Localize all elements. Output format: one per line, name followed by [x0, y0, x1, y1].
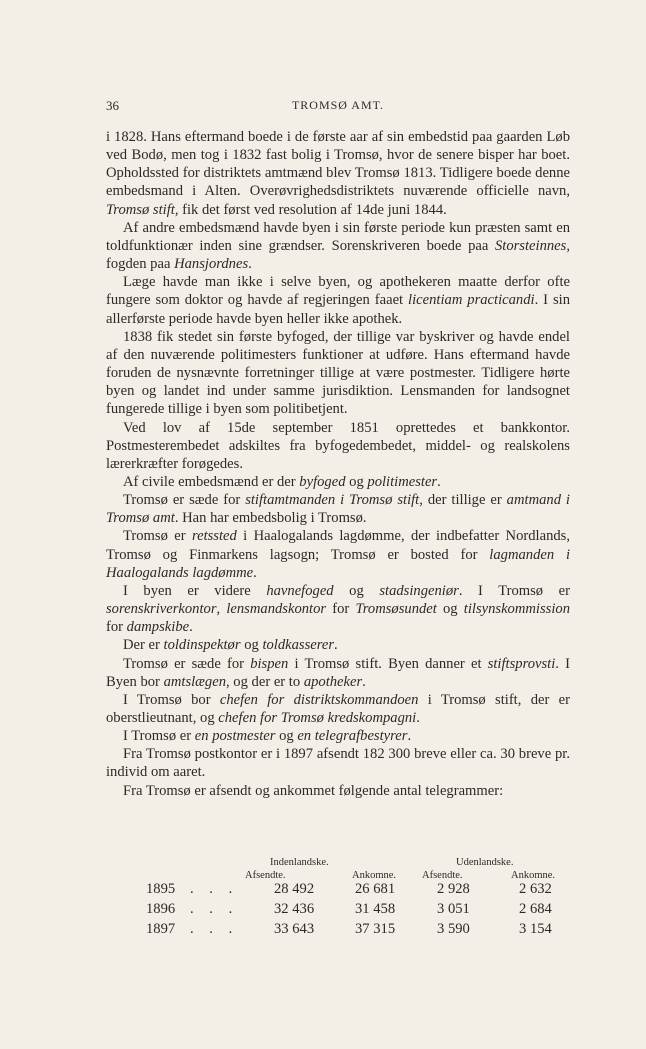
- italic-run: toldkasserer: [262, 637, 335, 654]
- italic-run: en telegrafbestyrer: [297, 728, 408, 745]
- running-title: TROMSØ AMT.: [291, 98, 385, 112]
- table-cell: 31 458: [355, 901, 396, 917]
- text-run: Fra Tromsø postkontor er i 1897 afsendt 182 300 breve eller ca. 30 breve pr. individ om aaret.: [106, 746, 570, 781]
- italic-run: Storsteinnes: [494, 237, 567, 254]
- text-run: Tromsø er: [123, 528, 192, 545]
- table-cell: 32 436: [274, 901, 315, 917]
- text-run: .: [416, 710, 420, 726]
- table-cell: 37 315: [355, 921, 396, 937]
- col-header: Afsendte.: [422, 870, 463, 881]
- text-run: .: [189, 619, 193, 636]
- paragraph: [106, 782, 570, 800]
- paragraph: [106, 691, 570, 727]
- italic-run: byfoged: [299, 473, 346, 490]
- italic-run: stiftsprovsti: [487, 655, 556, 672]
- italic-run: havnefoged: [266, 582, 334, 599]
- table-cell: 2 684: [519, 901, 552, 917]
- col-header: Ankomne.: [511, 870, 556, 881]
- leader-dots: . . .: [190, 921, 239, 937]
- text-run: og: [436, 601, 464, 618]
- table-row: [106, 901, 570, 921]
- text-run: 1838 fik stedet sin første byfoged, der tillige var byskriver og havde endel af den nuværende politimesters funktioner at udføre. Hans eftermand havde foruden de nysnævnte forretninger tillige at være postmester. Tidligere hørte byen og landet ind under samme jurisdiktion. Lensmanden for landsognet fungerede tillige i byen som politibetjent.: [106, 328, 570, 418]
- text-run: , der tillige er: [419, 492, 507, 509]
- page-header: [106, 98, 570, 118]
- body-text: [106, 128, 570, 800]
- text-run: I byen er videre: [123, 582, 267, 599]
- table-cell: 33 643: [274, 921, 315, 937]
- table-cell: 3 590: [437, 921, 470, 937]
- paragraph: [106, 491, 570, 527]
- text-run: for: [326, 601, 356, 618]
- paragraph: [106, 655, 570, 691]
- text-run: . I sin allerførste periode havde byen heller ikke apothek.: [106, 292, 570, 327]
- table-cell: 2 632: [519, 881, 552, 897]
- italic-run: bispen: [250, 655, 289, 672]
- text-run: og: [240, 637, 263, 654]
- table-cell: 3 154: [519, 921, 552, 937]
- table-cell: 28 492: [274, 881, 315, 897]
- text-run: og: [345, 473, 368, 490]
- paragraph: [106, 219, 570, 273]
- text-run: .: [248, 256, 252, 273]
- italic-run: tilsynskommission: [463, 601, 570, 618]
- paragraph: [106, 419, 570, 473]
- italic-run: apotheker: [303, 673, 363, 690]
- table-cell: 26 681: [355, 881, 396, 897]
- col-header: Afsendte.: [245, 870, 286, 881]
- text-run: , og der er to: [226, 673, 304, 690]
- text-run: Fra Tromsø er afsendt og ankommet følgende antal telegrammer:: [123, 782, 504, 799]
- text-run: .: [253, 564, 257, 581]
- table-row: [106, 921, 570, 941]
- italic-run: Tromsø stift: [106, 201, 175, 218]
- paragraph: [106, 636, 570, 654]
- text-run: i Tromsø stift, der er oberstlieutnant, og: [106, 691, 570, 726]
- paragraph: [106, 745, 570, 781]
- italic-run: amtmand i Tromsø amt: [106, 492, 570, 527]
- paragraph: [106, 727, 570, 745]
- paragraph: [106, 128, 570, 219]
- paragraph: [106, 582, 570, 636]
- text-run: i Tromsø stift. Byen danner et: [288, 655, 488, 672]
- text-run: og: [333, 582, 380, 599]
- text-run: . Han har embedsbolig i Tromsø.: [174, 510, 367, 527]
- year-cell: 1897: [146, 921, 176, 937]
- text-run: og: [275, 728, 298, 745]
- page-number: 36: [106, 98, 119, 113]
- text-run: i Haalogalands lagdømme, der indbefatter Nordlands, Tromsø og Finmarkens lagsogn; Tromsø er bosted for: [106, 528, 570, 563]
- table-row: [106, 881, 570, 901]
- table-cell: 2 928: [437, 881, 470, 897]
- italic-run: Hansjordnes: [174, 256, 249, 273]
- italic-run: lensmandskontor: [226, 601, 327, 618]
- leader-dots: . . .: [190, 901, 239, 917]
- year-cell: 1895: [146, 881, 176, 897]
- text-run: Der er: [123, 637, 164, 654]
- italic-run: chefen for distriktskommandoen: [219, 691, 419, 708]
- col-header: Ankomne.: [352, 870, 397, 881]
- text-run: ,: [216, 601, 227, 618]
- italic-run: dampskibe: [126, 619, 190, 636]
- italic-run: en postmester: [194, 728, 276, 745]
- paragraph: [106, 473, 570, 491]
- text-run: .: [437, 473, 441, 490]
- text-run: .: [362, 673, 366, 690]
- paragraph: [106, 328, 570, 419]
- italic-run: Tromsøsundet: [355, 601, 437, 618]
- text-run: i 1828. Hans eftermand boede i de første aar af sin embedstid paa gaarden Løb ved Bodø, men tog i 1832 fast bolig i Tromsø, hvor de senere bisper har boet. Opholdssted for distriktets amtmænd blev Tromsø 1813. Tidligere boede denne embedsmand i Alten. Overøvrighedsdistriktets nuværende officielle navn,: [106, 129, 570, 200]
- italic-run: stadsingeniør: [379, 582, 459, 599]
- text-run: Tromsø er sæde for: [123, 492, 246, 509]
- text-run: . I Byen bor: [106, 655, 570, 690]
- year-cell: 1896: [146, 901, 176, 917]
- text-run: Ved lov af 15de september 1851 oprettedes et bankkontor. Postmesterembedet adskiltes fra byfogedembedet, middel- og realskolens lærerkræfter forøgedes.: [106, 419, 570, 472]
- italic-run: toldinspektør: [163, 637, 241, 654]
- italic-run: chefen for Tromsø kredskompagni: [218, 710, 417, 726]
- text-run: , fogden paa: [106, 237, 570, 273]
- text-run: I Tromsø bor: [123, 691, 220, 708]
- text-run: . I Tromsø er: [458, 582, 571, 599]
- text-run: I Tromsø er: [123, 728, 195, 745]
- table-cell: 3 051: [437, 901, 470, 917]
- italic-run: sorenskriverkontor: [106, 601, 217, 618]
- text-run: for: [106, 619, 127, 636]
- group-header-foreign: Udenlandske.: [456, 857, 514, 868]
- italic-run: stiftamtmanden i Tromsø stift: [245, 492, 420, 509]
- italic-run: politimester: [367, 473, 438, 490]
- text-run: Af civile embedsmænd er der: [123, 473, 300, 490]
- italic-run: amtslægen: [163, 673, 226, 690]
- text-run: Af andre embedsmænd havde byen i sin første periode kun præsten samt en toldfunktionær inden sine grændser. Sorenskriveren boede paa: [106, 219, 570, 254]
- text-run: .: [407, 728, 412, 745]
- paragraph: [106, 527, 570, 581]
- italic-run: lagmanden i Haalogalands lagdømme: [106, 546, 570, 581]
- leader-dots: . . .: [190, 881, 239, 897]
- text-run: Tromsø er sæde for: [123, 655, 251, 672]
- text-run: .: [334, 637, 338, 654]
- italic-run: licentiam practicandi: [408, 292, 535, 309]
- italic-run: retssted: [191, 528, 237, 545]
- paragraph: [106, 273, 570, 327]
- group-header-domestic: Indenlandske.: [270, 857, 329, 868]
- text-run: Læge havde man ikke i selve byen, og apothekeren maatte derfor ofte fungere som doktor og havde af regjeringen faaet: [106, 274, 570, 309]
- text-run: , fik det først ved resolution af 14de juni 1844.: [174, 201, 447, 218]
